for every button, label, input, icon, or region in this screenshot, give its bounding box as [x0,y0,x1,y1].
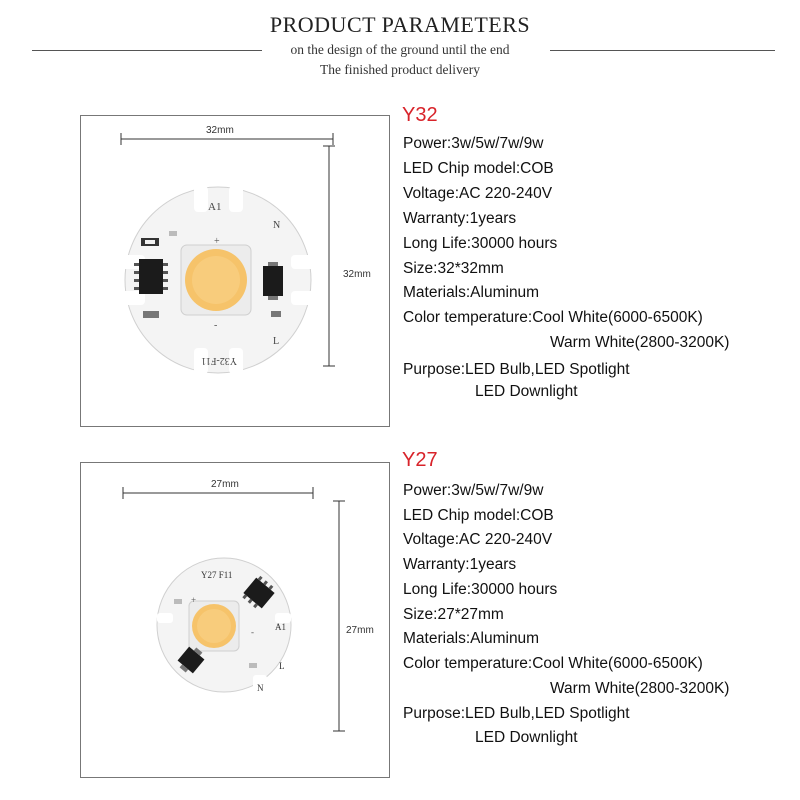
y32-mark-n: N [273,220,281,231]
y32-spec-color-temp-warm: Warm White(2800-3200K) [550,334,730,351]
y27-spec-size: Size:27*27mm [403,606,504,623]
y32-spec-purpose: Purpose:LED Bulb,LED Spotlight [403,361,630,378]
y27-image-frame [80,462,390,778]
y27-mark-top: Y27 F11 [201,570,233,580]
y27-width-label: 27mm [211,479,239,490]
y27-model-label: Y27 [402,449,438,471]
y32-mark-plus: + [214,236,220,247]
y32-spec-chip: LED Chip model:COB [403,160,554,177]
y27-height-label: 27mm [346,625,374,636]
y27-spec-warranty: Warranty:1years [403,556,517,573]
y32-spec-color-temp: Color temperature:Cool White(6000-6500K) [403,309,703,326]
y27-board-drawing [81,463,389,777]
y27-mark-minus: - [251,627,254,637]
y27-spec-purpose-2: LED Downlight [475,729,578,746]
y27-mark-plus: + [191,595,197,605]
y27-mark-l: L [279,661,285,671]
y27-mark-n: N [257,683,264,693]
y32-image-frame [80,115,390,427]
y27-spec-life: Long Life:30000 hours [403,581,558,598]
subtitle-line-1: on the design of the ground until the end [290,42,510,57]
y32-model-label: Y32 [402,104,438,126]
y32-spec-materials: Materials:Aluminum [403,284,540,301]
y27-spec-purpose: Purpose:LED Bulb,LED Spotlight [403,705,630,722]
y27-mark-a1: A1 [275,622,286,632]
y27-spec-materials: Materials:Aluminum [403,630,540,647]
subtitle-row [0,40,800,60]
y32-mark-minus: - [214,320,218,331]
y27-spec-color-temp: Color temperature:Cool White(6000-6500K) [403,655,703,672]
y32-height-label: 32mm [343,269,371,280]
y32-spec-life: Long Life:30000 hours [403,235,558,252]
y32-width-label: 32mm [206,125,234,136]
y32-spec-warranty: Warranty:1years [403,210,517,227]
page-title: PRODUCT PARAMETERS [269,12,531,37]
y32-pcb-board [119,186,317,374]
y32-spec-size: Size:32*32mm [403,260,504,277]
y32-mark-bottom: Y32-F11 [201,355,237,366]
y27-spec-chip: LED Chip model:COB [403,507,554,524]
y32-spec-purpose-2: LED Downlight [475,383,578,400]
y27-spec-voltage: Voltage:AC 220-240V [403,531,553,548]
subtitle-line-2: The finished product delivery [319,62,481,77]
y27-spec-power: Power:3w/5w/7w/9w [403,482,544,499]
y32-board-drawing [81,116,389,426]
y32-mark-top: A1 [208,201,222,213]
y27-spec-color-temp-warm: Warm White(2800-3200K) [550,680,730,697]
y32-mark-l: L [273,336,280,347]
y32-spec-voltage: Voltage:AC 220-240V [403,185,553,202]
y32-spec-power: Power:3w/5w/7w/9w [403,135,544,152]
